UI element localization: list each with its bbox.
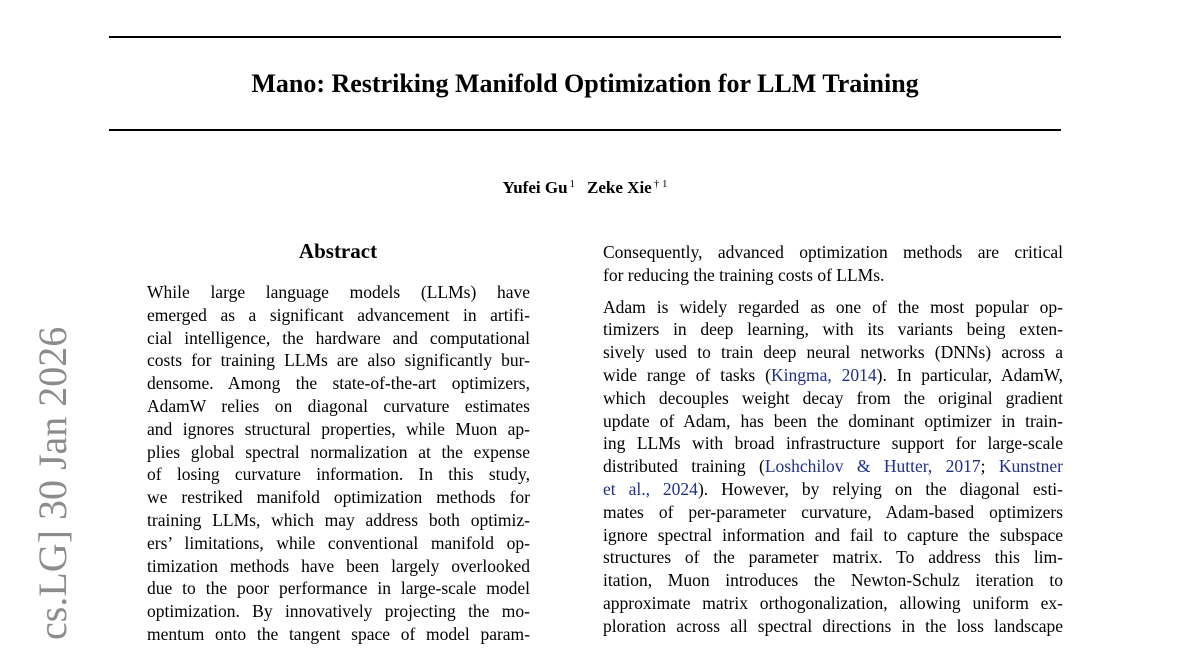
abstract-body	[147, 281, 530, 646]
abstract-line: costs for training LLMs are also significantly bur-	[147, 350, 530, 371]
text-line: ignore spectral information and fail to capture the subspace	[603, 524, 1063, 545]
abstract-line: and ignores structural properties, while Muon ap-	[147, 418, 530, 439]
abstract-line: due to the poor performance in large-scale model	[147, 578, 530, 599]
text-line: ploration across all spectral directions in the loss landscape	[603, 615, 1063, 636]
text-line: distributed training (Loshchilov & Hutter, 2017; Kunstner	[603, 456, 1063, 477]
abstract-line: of losing curvature information. In this study,	[147, 464, 530, 485]
right-column	[603, 241, 1063, 638]
text-line: update of Adam, has been the dominant optimizer in train-	[603, 410, 1063, 431]
text-line: sively used to train deep neural networks (DNNs) across a	[603, 342, 1063, 363]
abstract-line: cial intelligence, the hardware and computational	[147, 327, 530, 348]
abstract-line: training LLMs, which may address both optimiz-	[147, 509, 530, 530]
abstract-line: optimization. By innovatively projecting the mo-	[147, 601, 530, 622]
text-line: timizers in deep learning, with its variants being exten-	[603, 319, 1063, 340]
abstract-line: While large language models (LLMs) have	[147, 282, 530, 302]
citation-link[interactable]: Kingma, 2014	[770, 364, 877, 385]
text-line: wide range of tasks (Kingma, 2014). In particular, AdamW,	[603, 364, 1063, 385]
arxiv-stamp: cs.LG] 30 Jan 2026	[30, 326, 75, 640]
citation-link[interactable]: et al., 2024	[603, 478, 698, 499]
abstract-line: AdamW relies on diagonal curvature estimates	[147, 395, 530, 416]
abstract-line: emerged as a significant advancement in artifi-	[147, 304, 530, 325]
text-line: itation, Muon introduces the Newton-Schulz iteration to	[603, 570, 1063, 591]
text-line: ing LLMs with broad infrastructure support for large-scale	[603, 433, 1063, 454]
text-line: Adam is widely regarded as one of the most popular op-	[603, 296, 1063, 317]
author-name: Yufei Gu	[502, 178, 568, 197]
text-line: which decouples weight decay from the original gradient	[603, 387, 1063, 408]
author-list	[0, 172, 1170, 200]
citation-link[interactable]: Loshchilov & Hutter, 2017	[764, 456, 981, 477]
text-line: Consequently, advanced optimization methods are critical	[603, 242, 1063, 262]
affiliation-mark: 1	[569, 178, 576, 190]
text-line: approximate matrix orthogonalization, allowing uniform ex-	[603, 592, 1063, 613]
text-line: mates of per-parameter curvature, Adam-based optimizers	[603, 501, 1063, 522]
text-line: for reducing the training costs of LLMs.	[603, 264, 885, 285]
abstract-line: densome. Among the state-of-the-art optimizers,	[147, 373, 530, 394]
abstract-heading: Abstract	[298, 239, 378, 263]
abstract-line: ers’ limitations, while conventional manifold op-	[147, 532, 530, 553]
text-line: structures of the parameter matrix. To address this lim-	[603, 547, 1063, 568]
abstract-line: mentum onto the tangent space of model param-	[147, 623, 530, 644]
title-bottom-rule	[109, 129, 1061, 131]
author-name: Zeke Xie	[587, 178, 652, 197]
abstract-line: we restriked manifold optimization methods for	[147, 487, 530, 508]
paper-title: Mano: Restriking Manifold Optimization for LLM Training	[251, 69, 919, 98]
affiliation-mark: † 1	[653, 178, 668, 190]
citation-link[interactable]: Kunstner	[998, 456, 1063, 477]
text-line: et al., 2024). However, by relying on the diagonal esti-	[603, 478, 1063, 499]
abstract-line: timization methods have been largely overlooked	[147, 555, 530, 576]
abstract-line: plies global spectral normalization at the expense	[147, 441, 530, 462]
top-rule	[109, 36, 1061, 38]
